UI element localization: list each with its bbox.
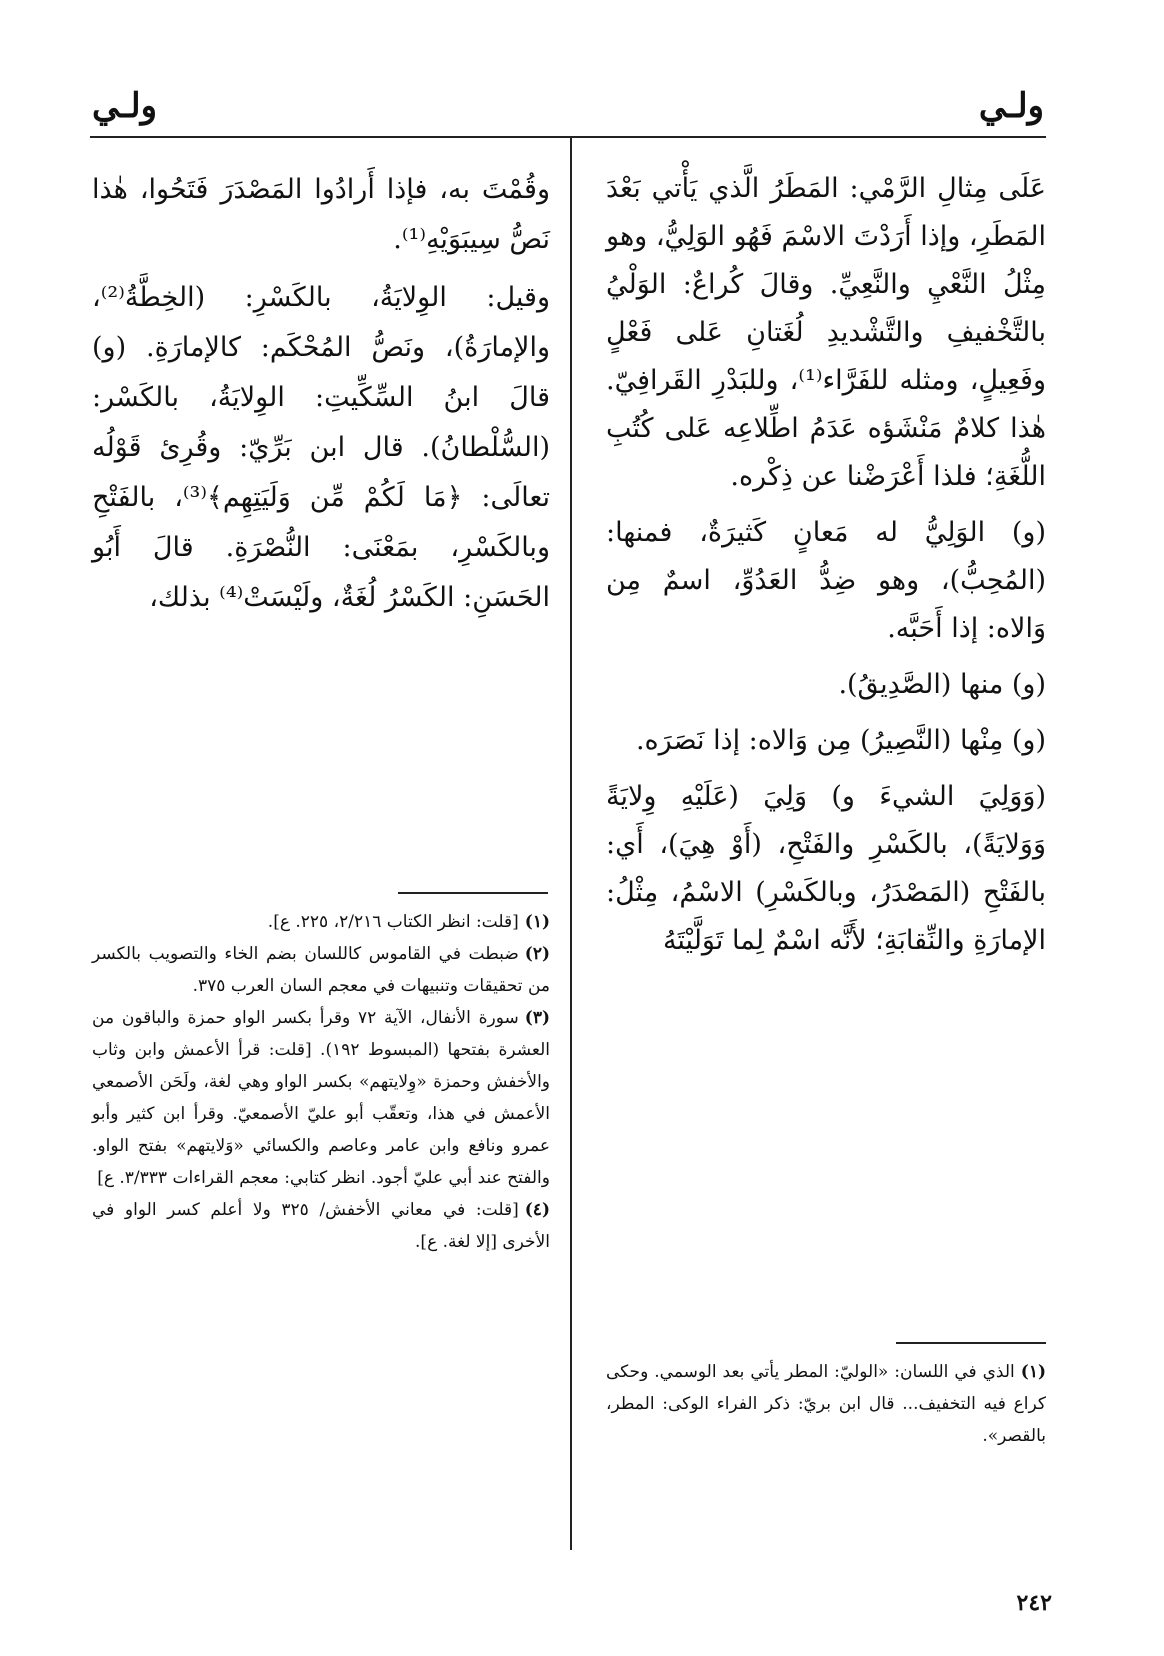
right-paragraph: عَلَى مِثالِ الرَّمْي: المَطَرُ الَّذي يَأْتي بَعْدَ المَطَرِ، وإذا أَرَدْتَ الاسْمَ فَهُو الوَلِيُّ، وهو مِثْلُ النَّعْيِ والنَّعِيِّ. وقالَ كُراعٌ: الوَلْيُ بالتَّخْفيفِ والتَّشْديدِ لُغَتانِ عَلى فَعْلٍ وفَعِيلٍ، ومثله للفَرَّاء⁽¹⁾، وللبَدْرِ القَرافِيّ. هٰذا كلامٌ مَنْشَؤه عَدَمُ اطِّلاعِه عَلى كُتُبِ اللُّغَةِ؛ فلذا أَعْرَضْنا عن ذِكْره. [606,173,1046,492]
footnote [92,1194,550,1258]
left-paragraph: وقيل: الوِلايَةُ، بالكَسْرِ: (الخِطَّةُ⁽²⁾، والإمارَةُ)، ونَصُّ المُحْكَم: كالإمارَةِ. (و) قالَ ابنُ السِّكِّيتِ: الوِلايَةُ، بالكَسْر: (السُّلْطانُ). قال ابن بَرِّيّ: وقُرِئ قَوْلُه تعالَى: ﴿مَا لَكُمْ مِّن وَلَيَتِهِم﴾⁽³⁾، بالفَتْحِ وبالكَسْرِ، بمَعْنَى: النُّصْرَةِ. قالَ أَبُو الحَسَنِ: الكَسْرُ لُغَةٌ، ولَيْسَتْ⁽⁴⁾ بذلك، [92,282,550,613]
running-header-left: ولـي [92,86,158,126]
footnote-number: (١) [524,912,550,932]
footnote [606,1356,1046,1452]
footnote-text: الذي في اللسان: «الوليّ: المطر يأتي بعد الوسمي. وحكى كراع فيه التخفيف... قال ابن بريّ: ذكر الفراء الوكى: المطر، بالقصر». [606,1362,1046,1446]
right-paragraph: (وَوَلِيَ الشيءَ و) وَلِيَ (عَلَيْهِ وِلايَةً وَوَلايَةً)، بالكَسْرِ والفَتْحِ، (أَوْ هِيَ)، أَي: بالفَتْحِ (المَصْدَرُ، وبالكَسْرِ) الاسْمُ، مِثْلُ: الإمارَةِ والنِّقابَةِ؛ لأَنَّه اسْمٌ لِما تَوَلَّيْتَهُ [606,781,1046,956]
right-paragraph: (و) منها (الصَّدِيقُ). [838,669,1046,700]
footnote-rule-left [398,892,548,894]
running-header-right: ولـي [978,86,1044,126]
footnote-number: (٣) [524,1008,550,1028]
column-divider [570,138,572,1550]
right-paragraph: (و) الوَلِيُّ له مَعانٍ كَثيرَةٌ، فمنها: (المُحِبُّ)، وهو ضِدُّ العَدُوِّ، اسمٌ مِن وَالاه: إذا أَحَبَّه. [606,517,1046,644]
page-number: ٢٤٢ [1016,1590,1052,1616]
footnote [92,906,550,938]
header-rule [90,136,1046,138]
footnote-text: سورة الأنفال، الآية ٧٢ وقرأ بكسر الواو حمزة والباقون من العشرة بفتحها (المبسوط ١٩٢). [قلت: قرأ الأعمش وابن وثاب والأخفش وحمزة «وِلايتهم» بكسر الواو وهي لغة، ولَحَن الأصمعي الأعمش في هذا، وتعقّب أبو عليّ الأصمعيّ. وقرأ ابن كثير وأبو عمرو ونافع وابن عامر وعاصم والكسائي «وَلايتهم» بفتح الواو. والفتح عند أبي عليّ أجود. انظر كتابي: معجم القراءات ٣/٣٣٣. ع] [92,1008,550,1188]
left-footnotes [92,906,550,1258]
footnote-number: (٢) [524,944,550,964]
footnote-text: [قلت: في معاني الأخفش/ ٣٢٥ ولا أعلم كسر الواو في الأخرى [إلا لغة. ع]. [92,1200,550,1252]
left-paragraph: وقُمْتَ به، فإذا أَرادُوا المَصْدَرَ فَتَحُوا، هٰذا نَصُّ سِيبَوَيْهِ⁽¹⁾. [92,174,550,255]
left-column [92,165,550,631]
right-footnotes [606,1356,1046,1452]
footnote [92,938,550,1002]
footnote [92,1002,550,1194]
footnote-rule-right [896,1342,1046,1344]
footnote-text: ضبطت في القاموس كاللسان بضم الخاء والتصويب بالكسر من تحقيقات وتنبيهات في معجم السان العرب ٣٧٥. [92,944,550,996]
right-column [606,165,1046,973]
right-paragraph: (و) مِنْها (النَّصِيرُ) مِن وَالاه: إذا نَصَرَه. [635,725,1046,756]
footnote-number: (٤) [524,1200,550,1220]
footnote-text: [قلت: انظر الكتاب ٢/٢١٦، ٢٢٥. ع]. [267,912,519,932]
footnote-number: (١) [1020,1362,1046,1382]
